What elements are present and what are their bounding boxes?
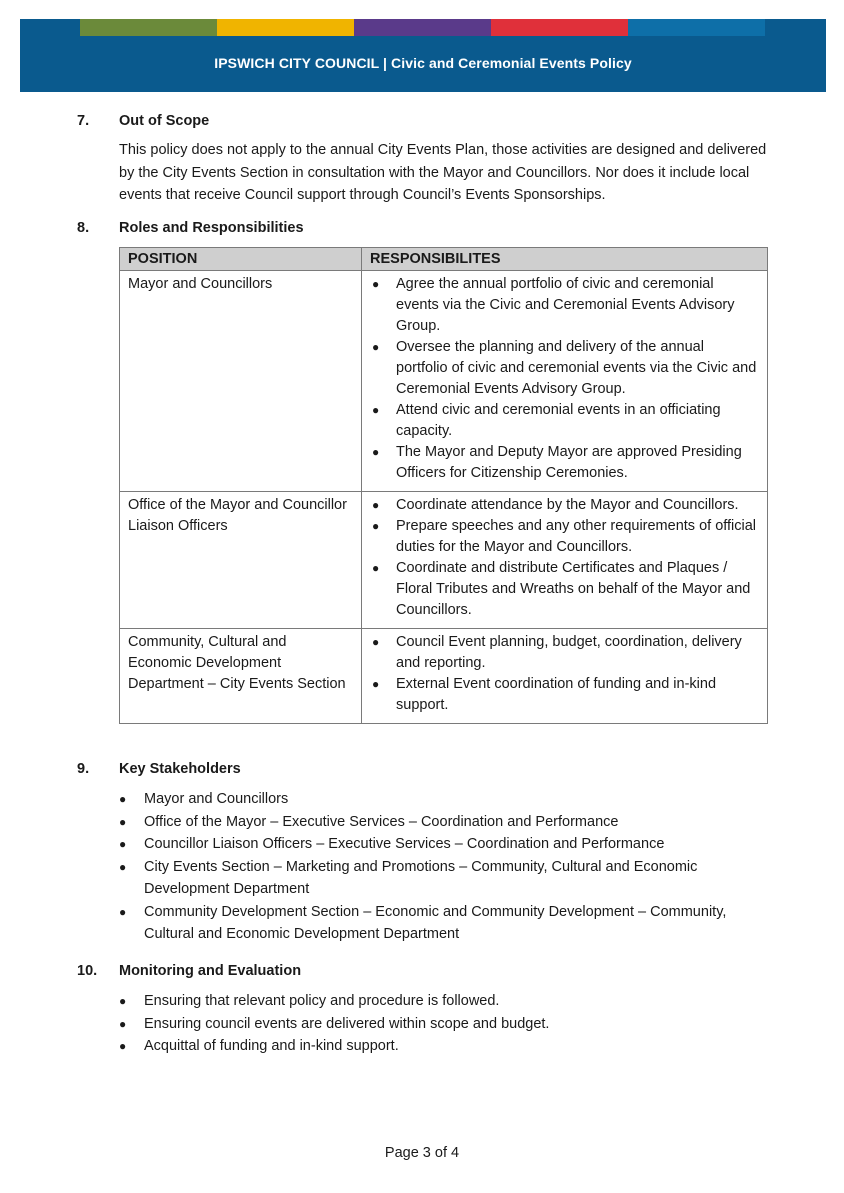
- section-7-title: Out of Scope: [119, 113, 210, 129]
- header-stripe-3: [354, 19, 491, 36]
- bullet-icon: ●: [119, 859, 127, 874]
- list-item: [119, 788, 769, 811]
- bullet-icon: ●: [119, 904, 127, 919]
- header-stripe-1: [80, 19, 217, 36]
- list-item-text: Attend civic and ceremonial events in an officiating capacity.: [396, 402, 721, 439]
- header-stripe-4: [491, 19, 628, 36]
- list-item: [370, 558, 759, 621]
- list-item: [370, 495, 759, 516]
- list-item-text: Office of the Mayor – Executive Services – Coordination and Performance: [144, 813, 619, 830]
- list-item-text: Oversee the planning and delivery of the annual portfolio of civic and ceremonial events via the Civic and Ceremonial Events Advisory Group.: [396, 339, 757, 397]
- section-7-body: This policy does not apply to the annual City Events Plan, those activities are designed and delivered by the City Events Section in consultation with the Mayor and Councillors. Nor does it include local events that receive Council support through Council’s Events Sponsorships.: [119, 142, 767, 203]
- list-item: [370, 674, 759, 716]
- section-8-title: Roles and Responsibilities: [119, 220, 304, 236]
- list-item: [119, 856, 769, 901]
- bullet-icon: ●: [119, 837, 127, 851]
- list-item-text: The Mayor and Deputy Mayor are approved Presiding Officers for Citizenship Ceremonies.: [396, 444, 742, 481]
- list-item: [370, 516, 759, 558]
- list-item-text: Community Development Section – Economic and Community Development – Community, Cultural and Economic Development Department: [144, 903, 727, 942]
- section-9-number: 9.: [77, 761, 90, 777]
- bullet-icon: ●: [119, 1039, 127, 1053]
- bullet-icon: ●: [372, 498, 380, 512]
- list-item-text: Prepare speeches and any other requirements of official duties for the Mayor and Councillors.: [396, 518, 757, 555]
- section-10-number: 10.: [77, 963, 98, 979]
- bullet-icon: ●: [119, 814, 127, 829]
- table-header-position: POSITION: [120, 248, 362, 271]
- table-row: [120, 271, 768, 492]
- list-item-text: Agree the annual portfolio of civic and ceremonial events via the Civic and Ceremonial Events Advisory Group.: [396, 276, 735, 334]
- bullet-icon: ●: [372, 340, 380, 354]
- bullet-icon: ●: [372, 445, 380, 459]
- list-item-text: Councillor Liaison Officers – Executive Services – Coordination and Performance: [144, 836, 665, 852]
- table-cell-responsibilities: [362, 271, 768, 492]
- section-7-number: 7.: [77, 113, 90, 129]
- header-stripe-5: [628, 19, 765, 36]
- monitoring-list: [119, 990, 769, 1058]
- table-row: [120, 492, 768, 629]
- section-9-title: Key Stakeholders: [119, 761, 241, 777]
- section-8-number: 8.: [77, 220, 90, 236]
- list-item-text: Ensuring that relevant policy and procedure is followed.: [144, 993, 500, 1009]
- bullet-icon: ●: [372, 519, 380, 533]
- list-item-text: City Events Section – Marketing and Promotions – Community, Cultural and Economic Development Department: [144, 858, 698, 897]
- bullet-icon: ●: [372, 277, 380, 291]
- list-item: [119, 901, 769, 946]
- list-item: [370, 400, 759, 442]
- list-item-text: Coordinate attendance by the Mayor and Councillors.: [396, 497, 739, 513]
- table-cell-position: Office of the Mayor and Councillor Liaison Officers: [120, 492, 362, 629]
- bullet-icon: ●: [119, 994, 127, 1008]
- roles-responsibilities-table: [119, 247, 768, 724]
- bullet-icon: ●: [119, 792, 127, 806]
- list-item-text: Coordinate and distribute Certificates and Plaques / Floral Tributes and Wreaths on behalf of the Mayor and Councillors.: [396, 560, 751, 618]
- list-item: [119, 833, 769, 856]
- list-item: [370, 274, 759, 337]
- header-title: IPSWICH CITY COUNCIL | Civic and Ceremonial Events Policy: [214, 55, 632, 71]
- section-10-title: Monitoring and Evaluation: [119, 963, 302, 979]
- responsibility-list: [370, 632, 759, 716]
- responsibility-list: [370, 495, 759, 621]
- table-header-responsibilities: RESPONSIBILITES: [362, 248, 768, 271]
- list-item: [119, 1013, 769, 1036]
- list-item-text: Ensuring council events are delivered within scope and budget.: [144, 1015, 550, 1032]
- list-item-text: Council Event planning, budget, coordination, delivery and reporting.: [396, 634, 742, 671]
- bullet-icon: ●: [372, 403, 380, 417]
- list-item: [370, 632, 759, 674]
- list-item-text: External Event coordination of funding and in-kind support.: [396, 676, 717, 713]
- list-item: [119, 990, 769, 1013]
- header-stripe-2: [217, 19, 354, 36]
- bullet-icon: ●: [119, 1016, 127, 1031]
- list-item: [370, 337, 759, 400]
- table-cell-position: Community, Cultural and Economic Development Department – City Events Section: [120, 629, 362, 724]
- page-header-banner: [20, 19, 826, 92]
- table-cell-responsibilities: [362, 629, 768, 724]
- bullet-icon: ●: [372, 561, 380, 575]
- list-item: [370, 442, 759, 484]
- table-row: [120, 629, 768, 724]
- list-item-text: Mayor and Councillors: [144, 791, 289, 807]
- table-cell-position: Mayor and Councillors: [120, 271, 362, 492]
- responsibility-list: [370, 274, 759, 484]
- page-number: Page 3 of 4: [384, 1145, 460, 1161]
- bullet-icon: ●: [372, 677, 380, 691]
- list-item: [119, 1035, 769, 1058]
- bullet-icon: ●: [372, 635, 380, 649]
- list-item-text: Acquittal of funding and in-kind support.: [144, 1038, 399, 1054]
- table-cell-responsibilities: [362, 492, 768, 629]
- table-header-row: [120, 248, 768, 271]
- list-item: [119, 811, 769, 834]
- stakeholders-list: [119, 788, 769, 946]
